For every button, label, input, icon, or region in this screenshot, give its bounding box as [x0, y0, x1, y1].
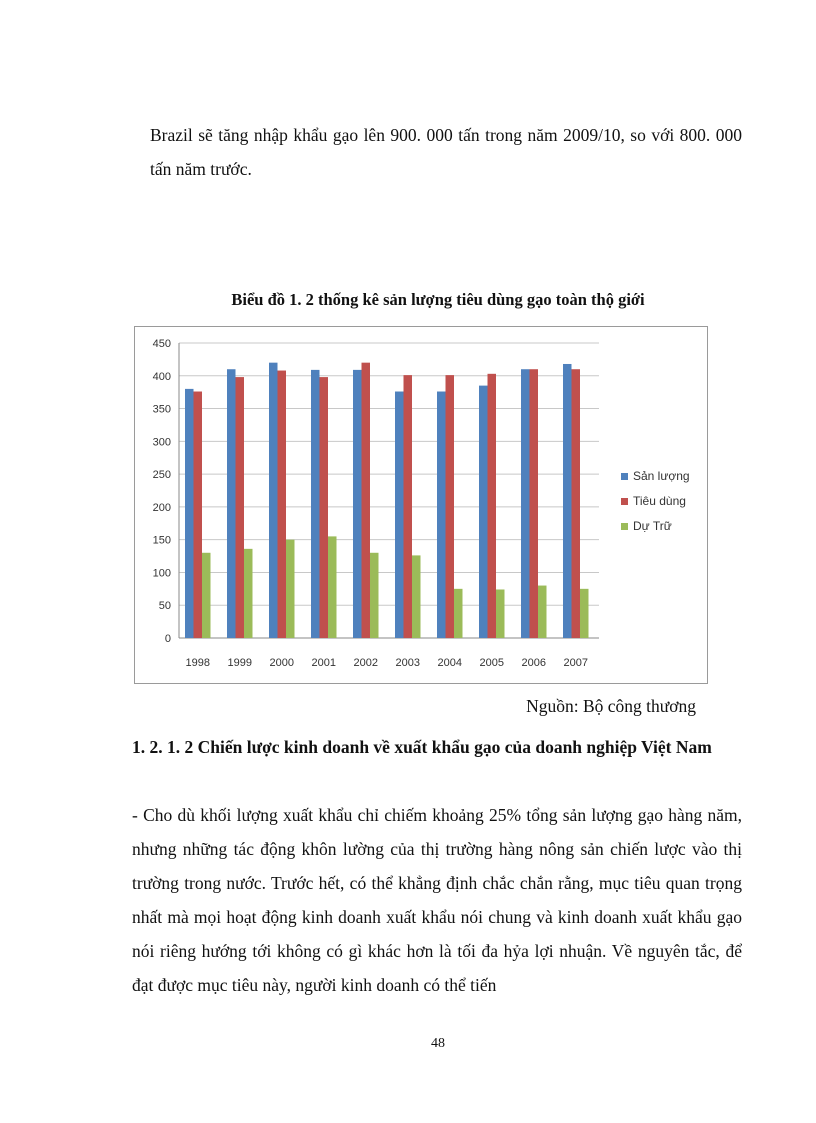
intro-paragraph: Brazil sẽ tăng nhập khẩu gạo lên 900. 000 tấn trong năm 2009/10, so với 800. 000 tấn năm trước. [150, 125, 742, 179]
bar-2005-series1 [488, 374, 497, 638]
bar-2001-series1 [320, 377, 329, 638]
y-tick-label: 200 [152, 501, 171, 514]
y-tick-label: 100 [152, 567, 171, 580]
y-tick-label: 350 [152, 403, 171, 416]
legend-label: Dự Trữ [633, 519, 672, 533]
legend-swatch [621, 498, 628, 505]
bar-chart [134, 326, 708, 684]
bar-2006-series2 [538, 586, 547, 638]
page-number: 48 [431, 1036, 445, 1051]
bar-2000-series1 [278, 371, 287, 638]
y-tick-label: 150 [152, 534, 171, 547]
y-tick-label: 0 [164, 633, 171, 645]
bar-1998-series2 [202, 553, 211, 638]
x-tick-label: 1998 [185, 657, 210, 669]
bar-2007-series1 [572, 369, 581, 638]
y-tick-label: 250 [152, 469, 171, 482]
y-tick-label: 450 [152, 338, 171, 350]
bar-1999-series0 [227, 369, 236, 638]
x-tick-label: 2006 [521, 657, 546, 669]
legend-label: Tiêu dùng [633, 494, 686, 508]
x-tick-label: 2003 [395, 657, 420, 669]
bar-1999-series1 [236, 377, 245, 638]
bar-2004-series2 [454, 589, 463, 638]
bar-2004-series1 [446, 375, 455, 638]
bar-2002-series1 [362, 363, 371, 638]
bar-2006-series1 [530, 369, 539, 638]
x-tick-label: 2007 [563, 657, 588, 669]
y-tick-label: 300 [152, 436, 171, 449]
bar-1998-series0 [185, 389, 194, 638]
legend-label: Sản lượng [633, 469, 690, 483]
bar-2001-series0 [311, 370, 320, 638]
bar-2003-series2 [412, 555, 421, 638]
chart-svg [135, 327, 709, 685]
x-tick-label: 2002 [353, 657, 378, 669]
x-tick-label: 2001 [311, 657, 336, 669]
bar-2003-series1 [404, 375, 413, 638]
bar-2004-series0 [437, 392, 446, 638]
legend-swatch [621, 523, 628, 530]
x-tick-label: 2000 [269, 657, 294, 669]
bar-2002-series2 [370, 553, 379, 638]
bar-2007-series0 [563, 364, 572, 638]
y-tick-label: 50 [158, 600, 171, 613]
bar-2005-series0 [479, 386, 488, 638]
bar-2001-series2 [328, 536, 337, 638]
bar-2002-series0 [353, 370, 362, 638]
bar-2000-series0 [269, 363, 278, 638]
legend-swatch [621, 473, 628, 480]
chart-caption: Biểu đồ 1. 2 thống kê sản lượng tiêu dùng gạo toàn thộ giới [231, 290, 645, 309]
section-heading: 1. 2. 1. 2 Chiến lược kinh doanh về xuất khẩu gạo của doanh nghiệp Việt Nam [132, 737, 712, 757]
bar-1999-series2 [244, 549, 253, 638]
bar-2003-series0 [395, 392, 404, 638]
bar-2000-series2 [286, 540, 295, 638]
bar-2007-series2 [580, 589, 589, 638]
bar-1998-series1 [194, 392, 203, 638]
x-tick-label: 2005 [479, 657, 504, 669]
x-tick-label: 2004 [437, 657, 462, 669]
body-paragraph: - Cho dù khối lượng xuất khẩu chỉ chiếm khoảng 25% tổng sản lượng gạo hàng năm, nhưng những tác động khôn lường của thị trường hàng nông sản chiến lược vào thị trường trong nước. Trước hết, có thể khẳng định chắc chắn rằng, mục tiêu quan trọng nhất mà mọi hoạt động kinh doanh xuất khẩu nói chung và kinh doanh xuất khẩu gạo nói riêng hướng tới không có gì khác hơn là tối đa hỷa lợi nhuận. Về nguyên tắc, để đạt được mục tiêu này, người kinh doanh có thể tiến [132, 805, 742, 995]
x-tick-label: 1999 [227, 657, 252, 669]
source-note: Nguồn: Bộ công thương [526, 696, 696, 716]
y-tick-label: 400 [152, 370, 171, 383]
bar-2005-series2 [496, 589, 505, 638]
bar-2006-series0 [521, 369, 530, 638]
